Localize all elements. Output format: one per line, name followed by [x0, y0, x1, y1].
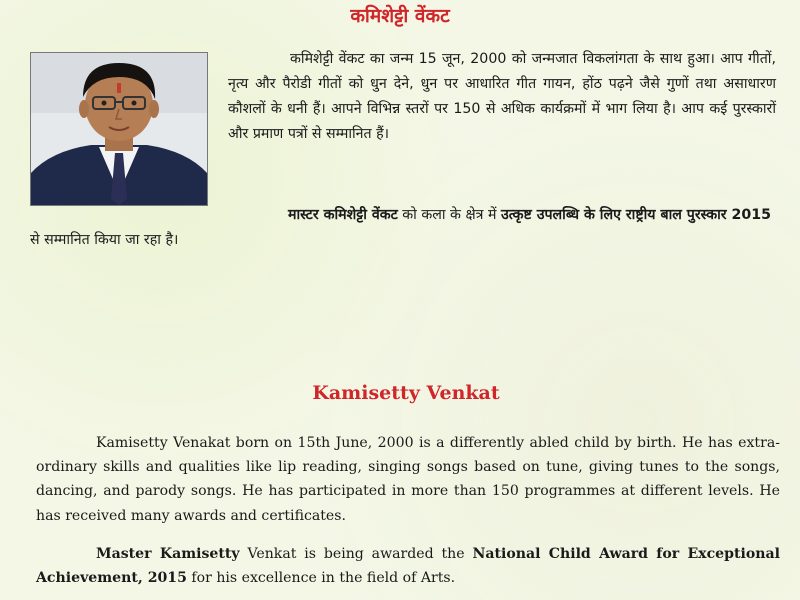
english-award-name: Master Kamisetty	[96, 546, 240, 562]
hindi-paragraph-1: कमिशेट्टी वेंकट का जन्म 15 जून, 2000 को जन्मजात विकलांगता के साथ हुआ। आप गीतों, नृत्य और पैरोडी गीतों को धुन देने, धुन पर आधारित गीत गायन, होंठ पढ़ने जैसे गुणों तथा असाधारण कौशलों के धनी हैं। आपने विभिन्न स्तरों पर 150 से अधिक कार्यक्रमों में भाग लिया है। आप कई पुरस्कारों और प्रमाण पत्रों से सम्मानित हैं।	[228, 51, 776, 142]
hindi-award-text-1: को कला के क्षेत्र में	[397, 207, 501, 223]
english-award-title: National Child Award for Exceptional Achievement, 2015	[36, 546, 780, 587]
english-paragraph-2	[36, 542, 780, 590]
english-award-text-1: Venkat is being awarded the	[239, 546, 473, 562]
english-paragraph-1: Kamisetty Venakat born on 15th June, 2000 is a differently abled child by birth. He has extra-ordinary skills and qualities like lip reading, singing songs based on tune, giving tunes to the songs, dancing, and parody songs. He has participated in more than 150 programmes at different levels. He has received many awards and certificates.	[36, 435, 780, 524]
hindi-award-name: मास्टर कमिशेट्टी वेंकट	[288, 207, 398, 223]
hindi-award-text-2: से सम्मानित किया जा रहा है।	[30, 232, 179, 248]
hindi-title: कमिशेट्टी वेंकट	[350, 5, 450, 27]
english-award-text-2: for his excellence in the field of Arts.	[186, 570, 456, 587]
hindi-paragraph-2	[30, 203, 776, 253]
hindi-award-title: उत्कृष्ट उपलब्धि के लिए राष्ट्रीय बाल पुरस्कार 2015	[500, 207, 771, 223]
english-title: Kamisetty Venkat	[312, 382, 500, 404]
portrait-photo	[30, 52, 208, 206]
